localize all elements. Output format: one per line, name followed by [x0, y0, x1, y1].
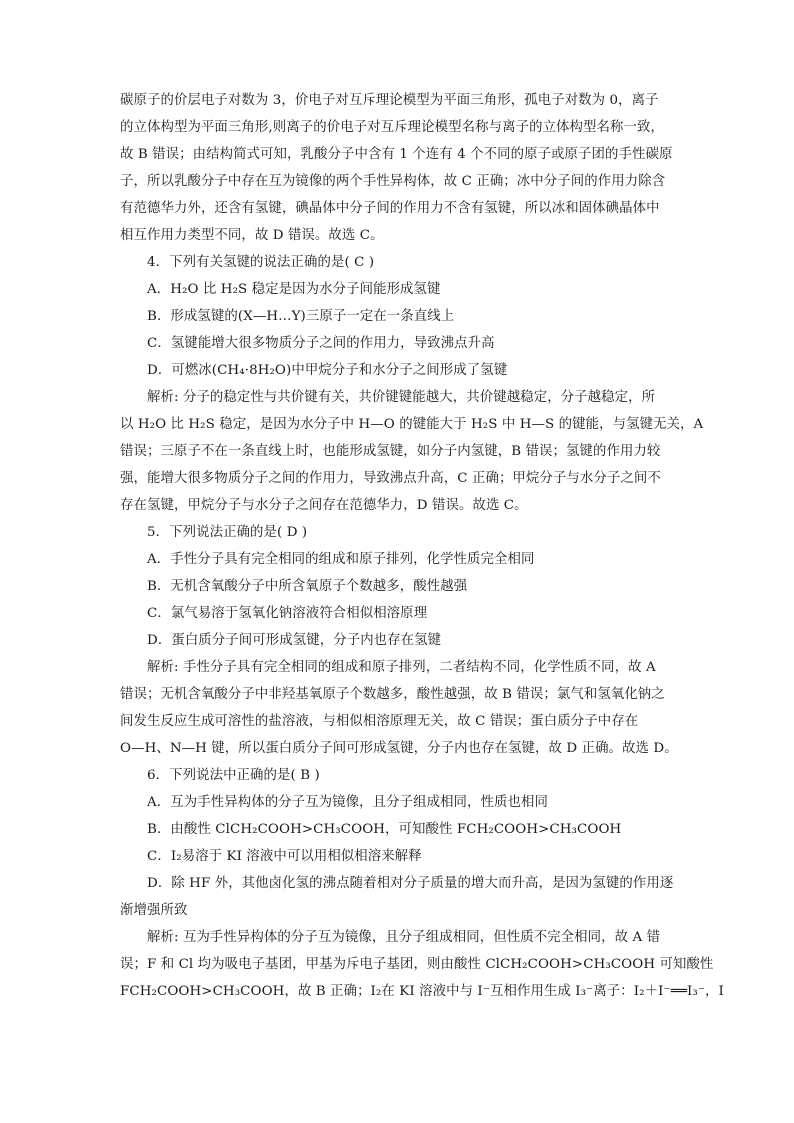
text-line: 有范德华力外，还含有氢键，碘晶体中分子间的作用力不含有氢键，所以冰和固体碘晶体中	[120, 201, 660, 216]
question-4-stem: 4．下列有关氢键的说法正确的是( C )	[147, 255, 375, 270]
text-line: 误；F 和 Cl 均为吸电子基团，甲基为斥电子基团，则由酸性 ClCH₂COOH>CH₃COOH 可知酸性	[120, 957, 714, 972]
question-5-analysis: 解析: 手性分子具有完全相同的组成和原子排列，二者结构不同，化学性质不同，故 A	[147, 660, 656, 675]
question-4-option-a: A．H₂O 比 H₂S 稳定是因为水分子间能形成氢键	[147, 282, 441, 297]
text-line: 以 H₂O 比 H₂S 稳定，是因为水分子中 H—O 的键能大于 H₂S 中 H—S 的键能，与氢键无关，A	[120, 417, 704, 432]
question-4-analysis: 解析: 分子的稳定性与共价键有关，共价键键能越大，共价键越稳定，分子越稳定，所	[147, 390, 656, 405]
question-6-option-c: C．I₂易溶于 KI 溶液中可以用相似相溶来解释	[147, 849, 422, 864]
question-5-option-d: D．蛋白质分子间可形成氢键，分子内也存在氢键	[147, 633, 442, 648]
question-5-stem: 5．下列说法正确的是( D )	[147, 525, 308, 540]
text-line: 的立体构型为平面三角形,则离子的价电子对互斥理论模型名称与离子的立体构型名称一致，	[120, 120, 664, 135]
text-line: 子，所以乳酸分子中存在互为镜像的两个手性异构体，故 C 正确；冰中分子间的作用力除含	[120, 174, 666, 189]
text-line: O—H、N—H 键，所以蛋白质分子间可形成氢键，分子内也存在氢键，故 D 正确。故选 D。	[120, 741, 678, 756]
question-5-option-c: C．氯气易溶于氢氧化钠溶液符合相似相溶原理	[147, 606, 428, 621]
question-4-option-d: D．可燃冰(CH₄·8H₂O)中甲烷分子和水分子之间形成了氢键	[147, 363, 508, 378]
text-line: 故 B 错误；由结构简式可知，乳酸分子中含有 1 个连有 4 个不同的原子或原子团的手性碳原	[120, 147, 673, 162]
text-line: 错误；三原子不在一条直线上时，也能形成氢键，如分子内氢键，B 错误；氢键的作用力较	[120, 444, 661, 459]
text-line: 间发生反应生成可溶性的盐溶液，与相似相溶原理无关，故 C 错误；蛋白质分子中存在	[120, 714, 639, 729]
text-line: 碳原子的价层电子对数为 3，价电子对互斥理论模型为平面三角形，孤电子对数为 0，离子	[120, 93, 659, 108]
text-line: 存在氢键，甲烷分子与水分子之间存在范德华力，D 错误。故选 C。	[120, 498, 528, 513]
question-6-option-a: A．互为手性异构体的分子互为镜像，且分子组成相同，性质也相同	[147, 795, 548, 810]
text-line: FCH₂COOH>CH₃COOH，故 B 正确；I₂在 KI 溶液中与 I⁻互相作用生成 I₃⁻离子：I₂＋I⁻══I₃⁻，I	[120, 984, 724, 999]
question-5-option-a: A．手性分子具有完全相同的组成和原子排列，化学性质完全相同	[147, 552, 535, 567]
question-5-option-b: B．无机含氧酸分子中所含氧原子个数越多，酸性越强	[147, 579, 468, 594]
question-6-option-d: D．除 HF 外，其他卤化氢的沸点随着相对分子质量的增大而升高，是因为氢键的作用逐	[147, 876, 674, 891]
text-line: 强，能增大很多物质分子之间的作用力，导致沸点升高，C 正确；甲烷分子与水分子之间不	[120, 471, 661, 486]
question-6-stem: 6．下列说法中正确的是( B )	[147, 768, 320, 783]
text-line: 相互作用力类型不同，故 D 错误。故选 C。	[120, 228, 384, 243]
text-line: 渐增强所致	[120, 903, 188, 918]
text-line: 错误；无机含氧酸分子中非羟基氧原子个数越多，酸性越强，故 B 错误；氯气和氢氧化钠之	[120, 687, 665, 702]
question-6-option-b: B．由酸性 ClCH₂COOH>CH₃COOH，可知酸性 FCH₂COOH>CH₃COOH	[147, 822, 622, 837]
question-6-analysis: 解析: 互为手性异构体的分子互为镜像，且分子组成相同，但性质不完全相同，故 A 错	[147, 930, 661, 945]
question-4-option-c: C．氢键能增大很多物质分子之间的作用力，导致沸点升高	[147, 336, 495, 351]
question-4-option-b: B．形成氢键的(X—H…Y)三原子一定在一条直线上	[147, 309, 455, 324]
